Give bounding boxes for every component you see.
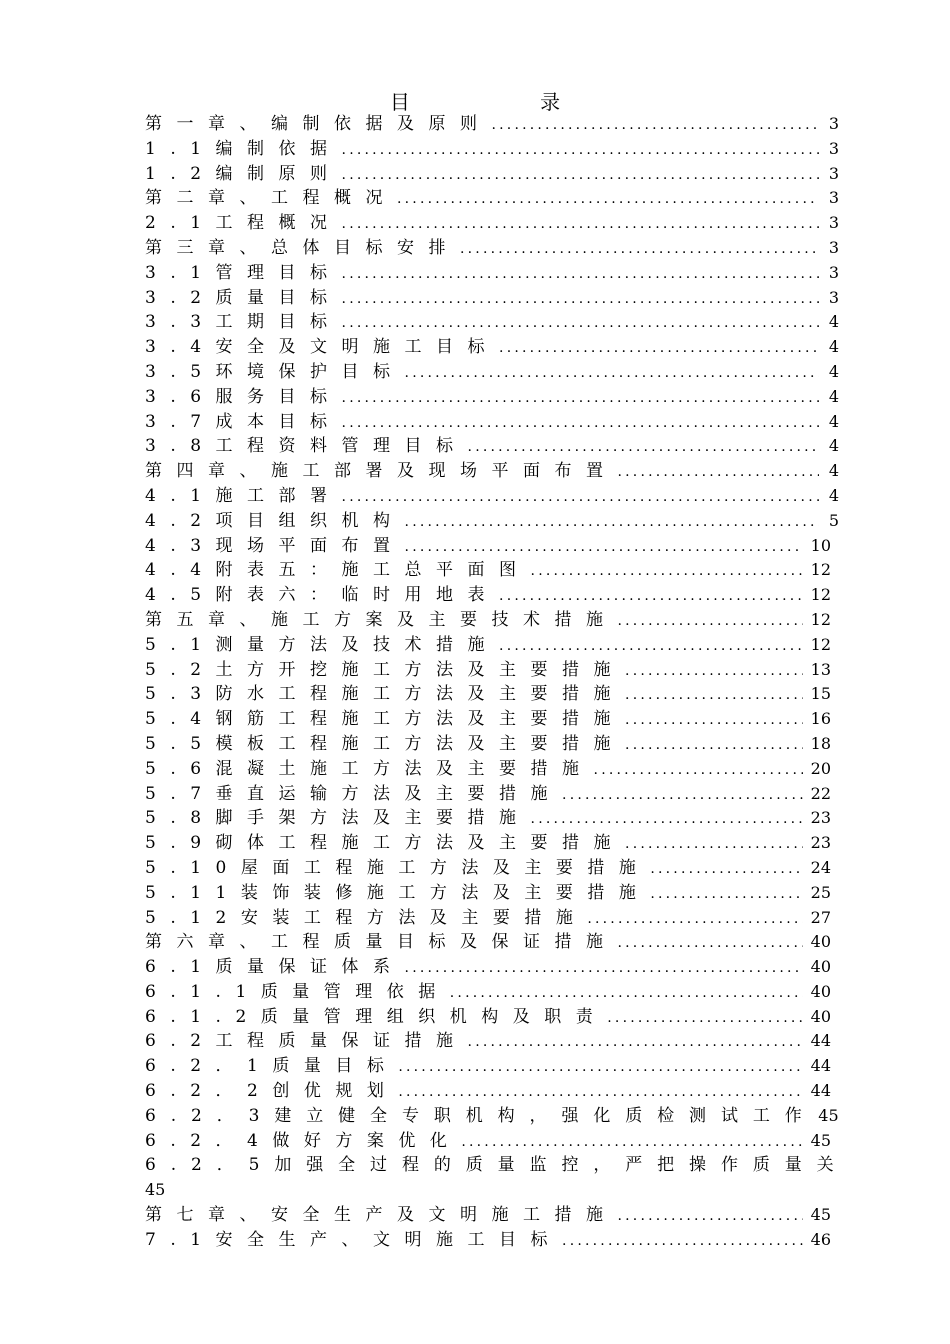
toc-entry-label: 5.8脚手架方法及主要措施 (145, 808, 531, 829)
dot-leader (499, 584, 803, 609)
dot-leader (499, 336, 819, 361)
toc-entry[interactable] (145, 335, 839, 360)
toc-entry-page: 3 (828, 114, 839, 133)
toc-entry[interactable] (145, 930, 839, 955)
dot-leader (562, 1229, 803, 1254)
toc-entry-label: 7.1安全生产、文明施工目标 (145, 1229, 563, 1250)
toc-entry-label: 5.7垂直运输方法及主要措施 (145, 783, 563, 804)
toc-entry-label: 3.1管理目标 (145, 262, 342, 283)
toc-entry[interactable] (145, 137, 839, 162)
toc-entry-label: 1.2编制原则 (145, 163, 342, 184)
dot-leader (405, 361, 819, 386)
toc-entry-page: 40 (810, 1006, 831, 1026)
toc-entry-label: 第三章、总体目标安排 (145, 237, 460, 258)
toc-entry-label: 第六章、工程质量目标及保证措施 (145, 932, 618, 953)
toc-entry-page: 46 (810, 1229, 831, 1249)
toc-entry-page: 24 (810, 857, 831, 877)
toc-entry[interactable] (145, 534, 839, 559)
toc-entry-label: 5.3防水工程施工方法及主要措施 (145, 684, 626, 705)
toc-entry-label: 3.3工期目标 (145, 312, 342, 333)
toc-entry[interactable] (145, 806, 839, 831)
dot-leader (342, 411, 819, 436)
toc-entry[interactable] (145, 410, 839, 435)
toc-entry[interactable] (145, 955, 839, 980)
toc-entry-label: 5.9砌体工程施工方法及主要措施 (145, 833, 626, 854)
dot-leader (618, 609, 804, 634)
toc-entry-page: 4 (828, 312, 839, 332)
toc-entry[interactable] (145, 261, 839, 286)
dot-leader (650, 882, 803, 907)
toc-entry-page: 12 (810, 609, 831, 629)
toc-entry-label: 5.1测量方法及技术措施 (145, 634, 500, 655)
toc-entry[interactable] (145, 1104, 839, 1129)
toc-entry-label: 3.6服务目标 (145, 386, 342, 407)
toc-entry[interactable] (145, 831, 839, 856)
dot-leader (587, 907, 803, 932)
toc-entry-page: 44 (810, 1056, 831, 1076)
dot-leader (618, 1204, 804, 1229)
toc-entry-page: 4 (828, 361, 839, 381)
toc-entry[interactable] (145, 1228, 839, 1253)
toc-entry[interactable] (145, 658, 839, 683)
toc-entry-label: 4.3现场平面布置 (145, 535, 405, 556)
toc-entry[interactable] (145, 186, 839, 211)
dot-leader (342, 287, 819, 312)
toc-entry[interactable] (145, 757, 839, 782)
toc-entry[interactable] (145, 459, 839, 484)
toc-entry-page: 3 (828, 188, 839, 208)
toc-entry-label: 6.1.1质量管理依据 (145, 981, 450, 1002)
toc-entry-page: 23 (810, 833, 831, 853)
toc-entry-label: 6.2．1质量目标 (145, 1056, 399, 1077)
toc-entry-page: 4 (828, 411, 839, 431)
toc-entry[interactable] (145, 1153, 849, 1178)
toc-entry-page: 16 (810, 709, 831, 729)
dot-leader (461, 1130, 803, 1155)
toc-entry[interactable] (145, 633, 839, 658)
toc-entry-label: 6.2．5加强全过程的质量监控，严把操作质量关 (145, 1155, 849, 1176)
toc-entry-page: 40 (810, 981, 831, 1001)
toc-entry-page: 23 (810, 808, 831, 828)
toc-entry-label: 6.2．4做好方案优化 (145, 1130, 462, 1151)
toc-entry[interactable] (145, 558, 839, 583)
toc-entry[interactable] (145, 1079, 839, 1104)
dot-leader (460, 237, 819, 262)
dot-leader (342, 138, 819, 163)
dot-leader (405, 510, 819, 535)
toc-entry[interactable] (145, 310, 839, 335)
toc-entry[interactable] (145, 682, 839, 707)
toc-entry-label: 5.10屋面工程施工方法及主要措施 (145, 857, 651, 878)
toc-entry-page: 45 (145, 1180, 166, 1200)
toc-entry-label: 3.7成本目标 (145, 411, 342, 432)
toc-entry-label: 5.4钢筋工程施工方法及主要措施 (145, 709, 626, 730)
toc-entry-page: 13 (810, 659, 831, 679)
toc-entry-label: 6.2．3建立健全专职机构，强化质检测试工作 (145, 1105, 817, 1126)
toc-entry-label: 6.2．2创优规划 (145, 1081, 399, 1102)
dot-leader (397, 187, 819, 212)
toc-entry-page: 40 (810, 932, 831, 952)
dot-leader (342, 262, 819, 287)
toc-entry-page: 4 (828, 436, 839, 456)
dot-leader (625, 683, 803, 708)
toc-entry[interactable] (145, 286, 839, 311)
dot-leader (562, 783, 803, 808)
toc-entry-label: 4.1施工部署 (145, 485, 342, 506)
toc-entry[interactable] (145, 484, 839, 509)
toc-entry-label: 5.6混凝土施工方法及主要措施 (145, 758, 594, 779)
toc-entry-label: 2.1工程概况 (145, 213, 342, 234)
toc-entry-page: 3 (828, 237, 839, 257)
dot-leader (594, 758, 803, 783)
toc-entry-label: 5.2土方开挖施工方法及主要措施 (145, 659, 626, 680)
toc-entry[interactable] (145, 162, 839, 187)
toc-entry[interactable] (145, 385, 839, 410)
toc-entry-label: 3.4安全及文明施工目标 (145, 337, 500, 358)
toc-entry-label: 第二章、工程概况 (145, 188, 397, 209)
toc-entry-page: 3 (828, 213, 839, 233)
toc-entry-label: 5.11装饰装修施工方法及主要措施 (145, 882, 651, 903)
toc-entry[interactable] (145, 906, 839, 931)
toc-entry[interactable] (145, 707, 839, 732)
toc-entry-page: 4 (828, 485, 839, 505)
toc-entry-page: 4 (828, 337, 839, 357)
toc-entry-label: 4.5附表六：临时用地表 (145, 585, 500, 606)
toc-entry[interactable] (145, 360, 839, 385)
toc-entry-page: 45 (810, 1130, 831, 1150)
toc-entry[interactable] (145, 434, 839, 459)
toc-entry-page: 12 (810, 634, 831, 654)
toc-entry[interactable] (145, 583, 839, 608)
toc-entry[interactable] (145, 236, 839, 261)
dot-leader (618, 931, 804, 956)
toc-entry[interactable] (145, 211, 839, 236)
dot-leader (342, 212, 819, 237)
toc-entry[interactable] (145, 1129, 839, 1154)
dot-leader (618, 460, 820, 485)
toc-entry-page: 3 (828, 287, 839, 307)
toc-entry-label: 6.2工程质量保证措施 (145, 1031, 468, 1052)
toc-entry-page: 25 (810, 882, 831, 902)
dot-leader (342, 163, 819, 188)
dot-leader (625, 733, 803, 758)
toc-entry-page: 3 (828, 163, 839, 183)
dot-leader (625, 708, 803, 733)
toc-entry-page: 15 (810, 684, 831, 704)
toc-entry-label: 5.5模板工程施工方法及主要措施 (145, 733, 626, 754)
toc-entry[interactable] (145, 608, 839, 633)
toc-entry-label: 4.4附表五：施工总平面图 (145, 560, 531, 581)
toc-entry-page: 10 (810, 535, 831, 555)
toc-entry-page: 20 (810, 758, 831, 778)
toc-entry-page: 4 (828, 386, 839, 406)
dot-leader (468, 1030, 803, 1055)
toc-entry-label: 第一章、编制依据及原则 (145, 114, 492, 134)
toc-entry-page: 44 (810, 1081, 831, 1101)
dot-leader (398, 1080, 803, 1105)
dot-leader (607, 1006, 803, 1031)
toc-entry-label: 6.1.2质量管理组织机构及职责 (145, 1006, 608, 1027)
dot-leader (405, 535, 803, 560)
toc-entry[interactable] (145, 1054, 839, 1079)
toc-entry[interactable] (145, 856, 839, 881)
toc-entry-page: 3 (828, 138, 839, 158)
toc-entry-page: 45 (810, 1205, 831, 1225)
toc-entry-label: 第四章、施工部署及现场平面布置 (145, 461, 618, 482)
dot-leader (499, 634, 803, 659)
toc-entry-page: 27 (810, 907, 831, 927)
toc-entry-label: 3.8工程资料管理目标 (145, 436, 468, 457)
dot-leader (531, 559, 803, 584)
toc-entry-label: 1.1编制依据 (145, 138, 342, 159)
toc-entry[interactable] (145, 980, 839, 1005)
toc-entry-label: 第五章、施工方案及主要技术措施 (145, 609, 618, 630)
toc-entry-page: 3 (828, 262, 839, 282)
toc-entry-label: 3.5环境保护目标 (145, 361, 405, 382)
dot-leader (398, 1055, 803, 1080)
table-of-contents (145, 112, 849, 1253)
toc-entry-label: 6.1质量保证体系 (145, 957, 405, 978)
dot-leader (650, 857, 803, 882)
dot-leader (405, 956, 803, 981)
toc-entry-page: 12 (810, 560, 831, 580)
toc-entry-label: 第七章、安全生产及文明施工措施 (145, 1205, 618, 1226)
toc-entry-page: 44 (810, 1031, 831, 1051)
toc-entry-page: 4 (828, 461, 839, 481)
dot-leader (450, 981, 803, 1006)
toc-entry[interactable] (145, 112, 839, 137)
dot-leader (468, 435, 819, 460)
toc-entry-page: 22 (810, 783, 831, 803)
toc-entry[interactable] (145, 1029, 839, 1054)
toc-entry-page: 5 (828, 510, 839, 530)
toc-entry-label: 5.12安装工程方法及主要措施 (145, 907, 588, 928)
dot-leader (342, 311, 819, 336)
toc-entry-continuation (145, 1178, 839, 1203)
toc-entry-page: 12 (810, 585, 831, 605)
toc-entry[interactable] (145, 1005, 839, 1030)
toc-entry[interactable] (145, 782, 839, 807)
page-title: 目 录 (389, 90, 623, 114)
dot-leader (342, 386, 819, 411)
toc-entry[interactable] (145, 509, 839, 534)
toc-entry[interactable] (145, 881, 839, 906)
toc-entry-label: 4.2项目组织机构 (145, 510, 405, 531)
toc-entry-page: 45 (818, 1105, 839, 1125)
dot-leader (492, 113, 820, 138)
dot-leader (625, 659, 803, 684)
toc-entry-page: 40 (810, 957, 831, 977)
dot-leader (625, 832, 803, 857)
toc-entry-page: 18 (810, 733, 831, 753)
dot-leader (342, 485, 819, 510)
dot-leader (531, 807, 803, 832)
toc-entry[interactable] (145, 732, 839, 757)
toc-entry-label: 3.2质量目标 (145, 287, 342, 308)
toc-entry[interactable] (145, 1203, 839, 1228)
